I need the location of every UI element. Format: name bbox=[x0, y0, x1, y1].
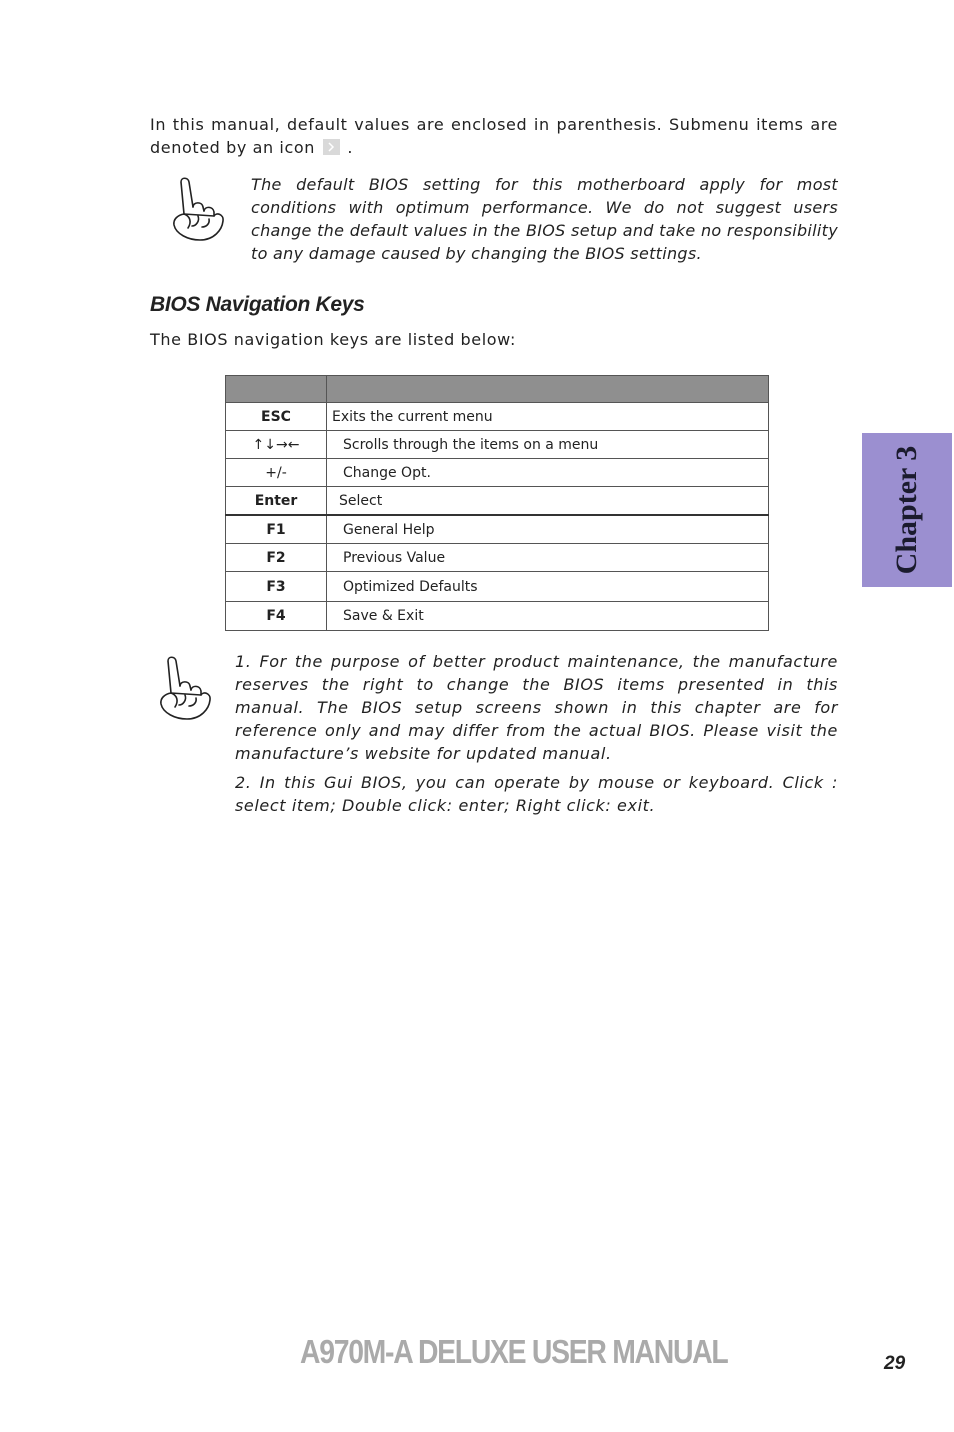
function-cell: Optimized Defaults bbox=[327, 572, 769, 602]
function-cell: Change Opt. bbox=[327, 459, 769, 487]
chapter-tab bbox=[862, 433, 952, 587]
table-row bbox=[226, 431, 769, 459]
function-cell: Exits the current menu bbox=[327, 403, 769, 431]
table-header-row bbox=[226, 376, 769, 403]
key-cell: ESC bbox=[226, 403, 327, 431]
section-lead: The BIOS navigation keys are listed below: bbox=[150, 330, 516, 349]
key-cell: F1 bbox=[226, 515, 327, 544]
intro-paragraph bbox=[150, 113, 838, 159]
function-cell: Save & Exit bbox=[327, 602, 769, 631]
key-cell: Enter bbox=[226, 487, 327, 516]
table-header-key bbox=[226, 376, 327, 403]
key-cell: F3 bbox=[226, 572, 327, 602]
function-cell: Previous Value bbox=[327, 544, 769, 572]
note-default-bios: The default BIOS setting for this motherboard apply for most conditions with optimum performance. We do not suggest users change the default values in the BIOS setup and take no responsibility to any damage caused by changing the BIOS settings. bbox=[251, 175, 838, 263]
key-cell-arrows: ↑↓→← bbox=[226, 431, 327, 459]
chapter-label: Chapter 3 bbox=[890, 445, 923, 575]
note-paragraph: 2. In this Gui BIOS, you can operate by mouse or keyboard. Click : select item; Double click: enter; Right click: exit. bbox=[235, 773, 838, 815]
navigation-keys-table bbox=[225, 375, 769, 631]
table-row bbox=[226, 544, 769, 572]
table-row bbox=[226, 515, 769, 544]
footer-manual-title: A970M-A DELUXE USER MANUAL bbox=[300, 1333, 728, 1370]
page-number: 29 bbox=[884, 1353, 906, 1374]
table-row bbox=[226, 487, 769, 516]
key-cell: F2 bbox=[226, 544, 327, 572]
function-cell: General Help bbox=[327, 515, 769, 544]
pointing-hand-icon bbox=[155, 653, 215, 723]
table-row bbox=[226, 602, 769, 631]
table-row bbox=[226, 459, 769, 487]
table-row bbox=[226, 572, 769, 602]
intro-text: In this manual, default values are enclosed in parenthesis. Submenu items are denoted by an icon bbox=[150, 115, 838, 157]
pointing-hand-icon bbox=[168, 174, 228, 244]
section-title: BIOS Navigation Keys bbox=[150, 293, 365, 316]
function-cell: Scrolls through the items on a menu bbox=[327, 431, 769, 459]
note-bios-disclaimer bbox=[235, 650, 838, 823]
table-row bbox=[226, 403, 769, 431]
key-cell: F4 bbox=[226, 602, 327, 631]
note-paragraph: 1. For the purpose of better product maintenance, the manufacture reserves the right to change the BIOS items presented in this manual. The BIOS setup screens shown in this chapter are for reference only and may differ from the actual BIOS. Please visit the manufacture’s website for updated manual. bbox=[235, 652, 838, 763]
function-cell: Select bbox=[327, 487, 769, 516]
table-header-function bbox=[327, 376, 769, 403]
key-cell: +/- bbox=[226, 459, 327, 487]
intro-text-end: . bbox=[347, 138, 354, 157]
chevron-right-icon bbox=[323, 139, 340, 155]
